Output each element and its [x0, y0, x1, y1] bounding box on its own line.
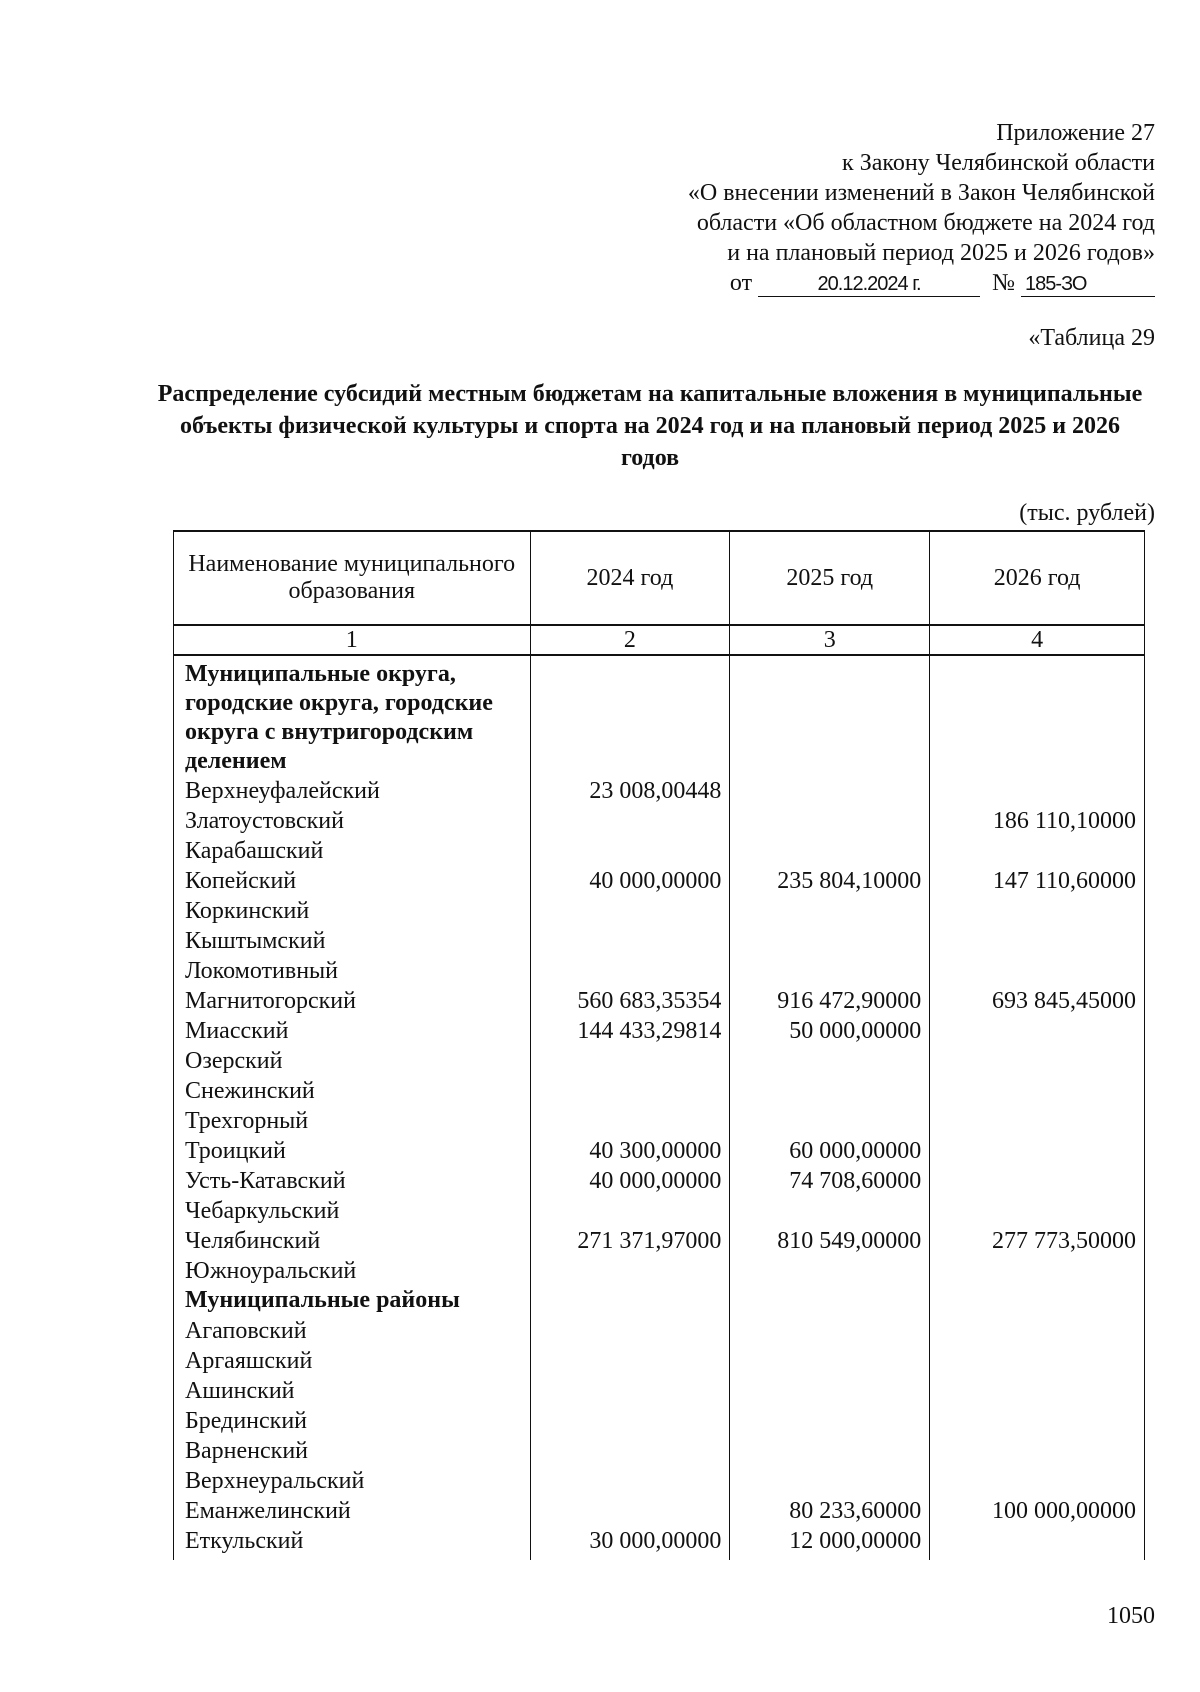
value-2025	[730, 1106, 930, 1136]
number-label: №	[992, 270, 1015, 296]
value-2026	[930, 926, 1145, 956]
municipality-name: Карабашский	[174, 836, 531, 866]
table-row	[174, 1406, 1145, 1436]
table-row	[174, 1256, 1145, 1286]
value-2026	[930, 1376, 1145, 1406]
table-row	[174, 1076, 1145, 1106]
value-2024	[530, 956, 730, 986]
value-2026: 186 110,10000	[930, 806, 1145, 836]
value-2025	[730, 806, 930, 836]
value-2025	[730, 655, 930, 776]
municipality-name: Миасский	[174, 1016, 531, 1046]
value-2024: 40 000,00000	[530, 866, 730, 896]
table-row	[174, 926, 1145, 956]
value-2024	[530, 1406, 730, 1436]
column-number: 4	[930, 625, 1145, 655]
municipality-name: Ашинский	[174, 1376, 531, 1406]
section-row	[174, 1286, 1145, 1316]
header-2026: 2026 год	[930, 531, 1145, 625]
value-2026: 147 110,60000	[930, 866, 1145, 896]
value-2024	[530, 1256, 730, 1286]
table-row	[174, 1346, 1145, 1376]
municipality-name: Златоустовский	[174, 806, 531, 836]
value-2025	[730, 836, 930, 866]
municipality-name: Варненский	[174, 1436, 531, 1466]
value-2024	[530, 1496, 730, 1526]
municipality-name: Агаповский	[174, 1316, 531, 1346]
value-2025	[730, 1286, 930, 1316]
municipality-name: Коркинский	[174, 896, 531, 926]
value-2026	[930, 1016, 1145, 1046]
value-2026	[930, 1346, 1145, 1376]
value-2026	[930, 1466, 1145, 1496]
value-2024	[530, 806, 730, 836]
header-2024: 2024 год	[530, 531, 730, 625]
value-2024: 40 300,00000	[530, 1136, 730, 1166]
table-row	[174, 1196, 1145, 1226]
municipality-name: Южноуральский	[174, 1256, 531, 1286]
appendix-line-2: к Закону Челябинской области	[842, 150, 1155, 176]
value-2025	[730, 1076, 930, 1106]
table-row	[174, 1466, 1145, 1496]
table-row	[174, 1496, 1145, 1526]
value-2024: 23 008,00448	[530, 776, 730, 806]
value-2024	[530, 1106, 730, 1136]
municipality-name: Аргаяшский	[174, 1346, 531, 1376]
value-2024	[530, 1196, 730, 1226]
municipality-name: Верхнеуфалейский	[174, 776, 531, 806]
municipality-name: Озерский	[174, 1046, 531, 1076]
value-2024	[530, 1286, 730, 1316]
value-2026	[930, 1526, 1145, 1560]
municipality-name: Челябинский	[174, 1226, 531, 1256]
appendix-header	[595, 118, 1155, 298]
value-2024	[530, 655, 730, 776]
table-row	[174, 806, 1145, 836]
column-number: 1	[174, 625, 531, 655]
value-2024	[530, 1466, 730, 1496]
municipality-name: Еткульский	[174, 1526, 531, 1560]
value-2025	[730, 956, 930, 986]
appendix-line-5: и на плановый период 2025 и 2026 годов»	[727, 240, 1155, 266]
table-row	[174, 1046, 1145, 1076]
value-2025: 50 000,00000	[730, 1016, 930, 1046]
value-2025: 916 472,90000	[730, 986, 930, 1016]
value-2025	[730, 1376, 930, 1406]
value-2024	[530, 1046, 730, 1076]
value-2025	[730, 1196, 930, 1226]
table-row	[174, 956, 1145, 986]
table-row	[174, 1016, 1145, 1046]
value-2026	[930, 896, 1145, 926]
value-2024: 40 000,00000	[530, 1166, 730, 1196]
document-title: Распределение субсидий местным бюджетам на капитальные вложения в муниципальные объекты физической культуры и спорта на 2024 год и на плановый период 2025 и 2026 годов	[157, 381, 1143, 471]
value-2024	[530, 1346, 730, 1376]
table-row	[174, 986, 1145, 1016]
value-2025	[730, 1466, 930, 1496]
table-row	[174, 1166, 1145, 1196]
table-header-row	[174, 531, 1145, 625]
appendix-line-4: области «Об областном бюджете на 2024 год	[696, 210, 1155, 236]
value-2024	[530, 1316, 730, 1346]
appendix-line-1: Приложение 27	[996, 120, 1155, 146]
value-2025	[730, 1256, 930, 1286]
table-row	[174, 836, 1145, 866]
header-name: Наименование муниципального образования	[174, 531, 531, 625]
value-2026	[930, 655, 1145, 776]
subsidy-table	[173, 530, 1145, 1560]
value-2024	[530, 1436, 730, 1466]
municipality-name: Кыштымский	[174, 926, 531, 956]
value-2026	[930, 1166, 1145, 1196]
value-2024	[530, 896, 730, 926]
table-row	[174, 1106, 1145, 1136]
value-2026	[930, 1256, 1145, 1286]
table-body	[174, 655, 1145, 1560]
value-2025: 810 549,00000	[730, 1226, 930, 1256]
column-number-row	[174, 625, 1145, 655]
value-2026	[930, 1286, 1145, 1316]
value-2025	[730, 776, 930, 806]
municipality-name: Муниципальные округа, городские округа, городские округа с внутригородским делением	[174, 655, 531, 776]
municipality-name: Троицкий	[174, 1136, 531, 1166]
value-2026	[930, 1436, 1145, 1466]
value-2026	[930, 776, 1145, 806]
table-row	[174, 896, 1145, 926]
value-2025	[730, 1316, 930, 1346]
column-number: 3	[730, 625, 930, 655]
law-date: 20.12.2024 г.	[758, 272, 980, 297]
value-2026	[930, 836, 1145, 866]
value-2024: 560 683,35354	[530, 986, 730, 1016]
table-row	[174, 776, 1145, 806]
value-2026	[930, 1316, 1145, 1346]
header-2025: 2025 год	[730, 531, 930, 625]
value-2026	[930, 1136, 1145, 1166]
table-row	[174, 1226, 1145, 1256]
value-2025	[730, 1346, 930, 1376]
value-2026	[930, 1106, 1145, 1136]
value-2025	[730, 1406, 930, 1436]
municipality-name: Муниципальные районы	[174, 1286, 531, 1316]
appendix-line-3: «О внесении изменений в Закон Челябинской	[687, 180, 1155, 206]
law-date-number-line	[595, 268, 1155, 298]
value-2025: 60 000,00000	[730, 1136, 930, 1166]
page-number: 1050	[1107, 1603, 1155, 1629]
value-2024: 271 371,97000	[530, 1226, 730, 1256]
municipality-name: Верхнеуральский	[174, 1466, 531, 1496]
municipality-name: Копейский	[174, 866, 531, 896]
value-2026	[930, 1406, 1145, 1436]
municipality-name: Усть-Катавский	[174, 1166, 531, 1196]
column-number: 2	[530, 625, 730, 655]
municipality-name: Снежинский	[174, 1076, 531, 1106]
value-2025: 235 804,10000	[730, 866, 930, 896]
value-2026	[930, 1076, 1145, 1106]
municipality-name: Локомотивный	[174, 956, 531, 986]
value-2026: 100 000,00000	[930, 1496, 1145, 1526]
value-2025	[730, 926, 930, 956]
value-2025	[730, 1046, 930, 1076]
table-row	[174, 1526, 1145, 1560]
value-2025	[730, 1436, 930, 1466]
table-label: «Таблица 29	[1028, 325, 1155, 351]
municipality-name: Брединский	[174, 1406, 531, 1436]
value-2026: 693 845,45000	[930, 986, 1145, 1016]
value-2026	[930, 956, 1145, 986]
table-row	[174, 1136, 1145, 1166]
law-number: 185-ЗО	[1021, 272, 1155, 297]
value-2026	[930, 1196, 1145, 1226]
value-2024	[530, 926, 730, 956]
table-row	[174, 1436, 1145, 1466]
units-label: (тыс. рублей)	[1019, 500, 1155, 526]
value-2026: 277 773,50000	[930, 1226, 1145, 1256]
value-2025: 74 708,60000	[730, 1166, 930, 1196]
value-2025: 12 000,00000	[730, 1526, 930, 1560]
table-row	[174, 1316, 1145, 1346]
municipality-name: Еманжелинский	[174, 1496, 531, 1526]
value-2024	[530, 1076, 730, 1106]
value-2024	[530, 836, 730, 866]
value-2025	[730, 896, 930, 926]
table-row	[174, 866, 1145, 896]
municipality-name: Чебаркульский	[174, 1196, 531, 1226]
value-2025: 80 233,60000	[730, 1496, 930, 1526]
municipality-name: Магнитогорский	[174, 986, 531, 1016]
value-2024	[530, 1376, 730, 1406]
section-row	[174, 655, 1145, 776]
from-label: от	[729, 270, 753, 296]
table-row	[174, 1376, 1145, 1406]
value-2026	[930, 1046, 1145, 1076]
value-2024: 30 000,00000	[530, 1526, 730, 1560]
value-2024: 144 433,29814	[530, 1016, 730, 1046]
municipality-name: Трехгорный	[174, 1106, 531, 1136]
